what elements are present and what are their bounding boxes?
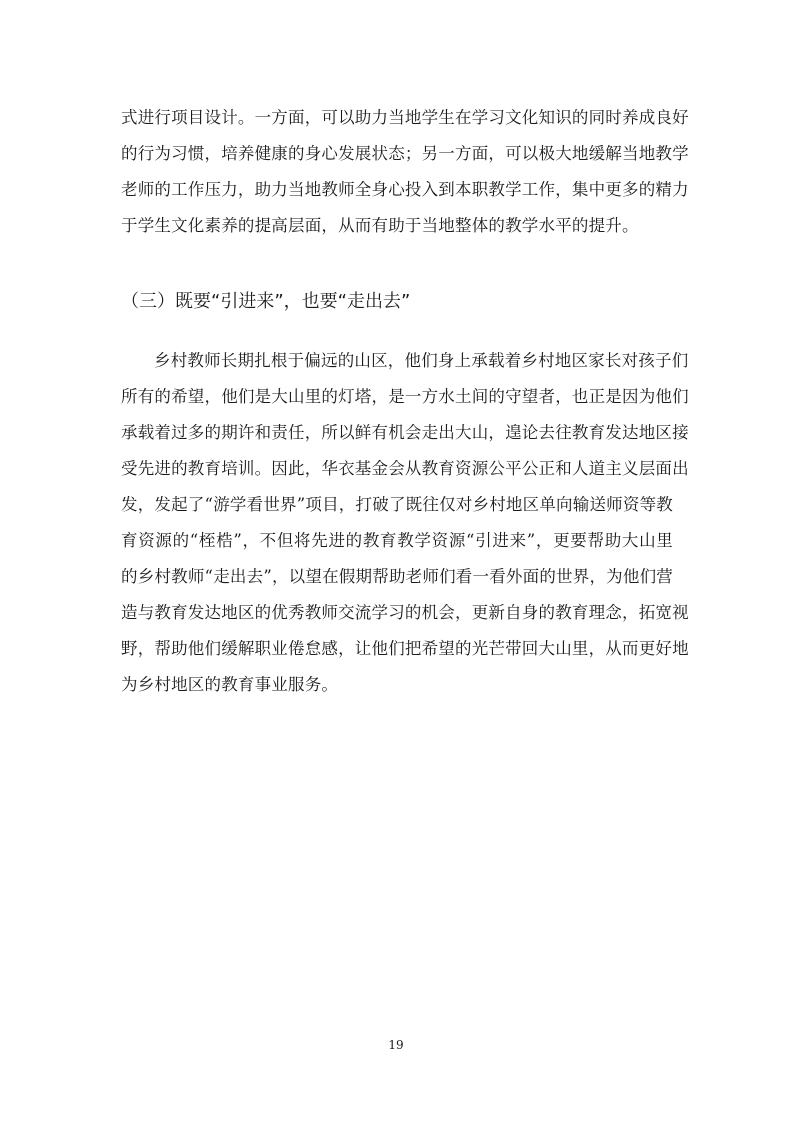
text-line: 的乡村教师“走出去”，以望在假期帮助老师们看一看外面的世界，为他们营 xyxy=(121,567,673,586)
text-line: 发，发起了“游学看世界”项目，打破了既往仅对乡村地区单向输送师资等教 xyxy=(121,495,673,514)
text-line: 乡村教师长期扎根于偏远的山区，他们身上承载着乡村地区家长对孩子们 xyxy=(154,351,689,370)
paragraph-rural-teachers xyxy=(121,343,689,703)
text-line: 承载着过多的期许和责任，所以鲜有机会走出大山，遑论去往教育发达地区接 xyxy=(121,423,689,442)
text-line: 于学生文化素养的提高层面，从而有助于当地整体的教学水平的提升。 xyxy=(121,216,639,235)
text-line: 为乡村地区的教育事业服务。 xyxy=(121,675,339,694)
text-line: 的行为习惯，培养健康的身心发展状态；另一方面，可以极大地缓解当地教学 xyxy=(121,144,689,163)
page-number: 19 xyxy=(388,1038,404,1052)
paragraph-project-design xyxy=(121,100,689,244)
text-line: 育资源的“桎梏”，不但将先进的教育教学资源“引进来”，更要帮助大山里 xyxy=(121,531,673,550)
section-heading: （三）既要“引进来”，也要“走出去” xyxy=(121,291,411,312)
text-line: 受先进的教育培训。因此，华衣基金会从教育资源公平公正和人道主义层面出 xyxy=(121,459,689,478)
text-line: 造与教育发达地区的优秀教师交流学习的机会，更新自身的教育理念，拓宽视 xyxy=(121,603,689,622)
text-line: 老师的工作压力，助力当地教师全身心投入到本职教学工作，集中更多的精力 xyxy=(121,180,689,199)
text-line: 所有的希望，他们是大山里的灯塔，是一方水土间的守望者，也正是因为他们 xyxy=(121,387,689,406)
text-line: 野，帮助他们缓解职业倦怠感，让他们把希望的光芒带回大山里，从而更好地 xyxy=(121,639,689,658)
text-line: 式进行项目设计。一方面，可以助力当地学生在学习文化知识的同时养成良好 xyxy=(121,108,689,127)
